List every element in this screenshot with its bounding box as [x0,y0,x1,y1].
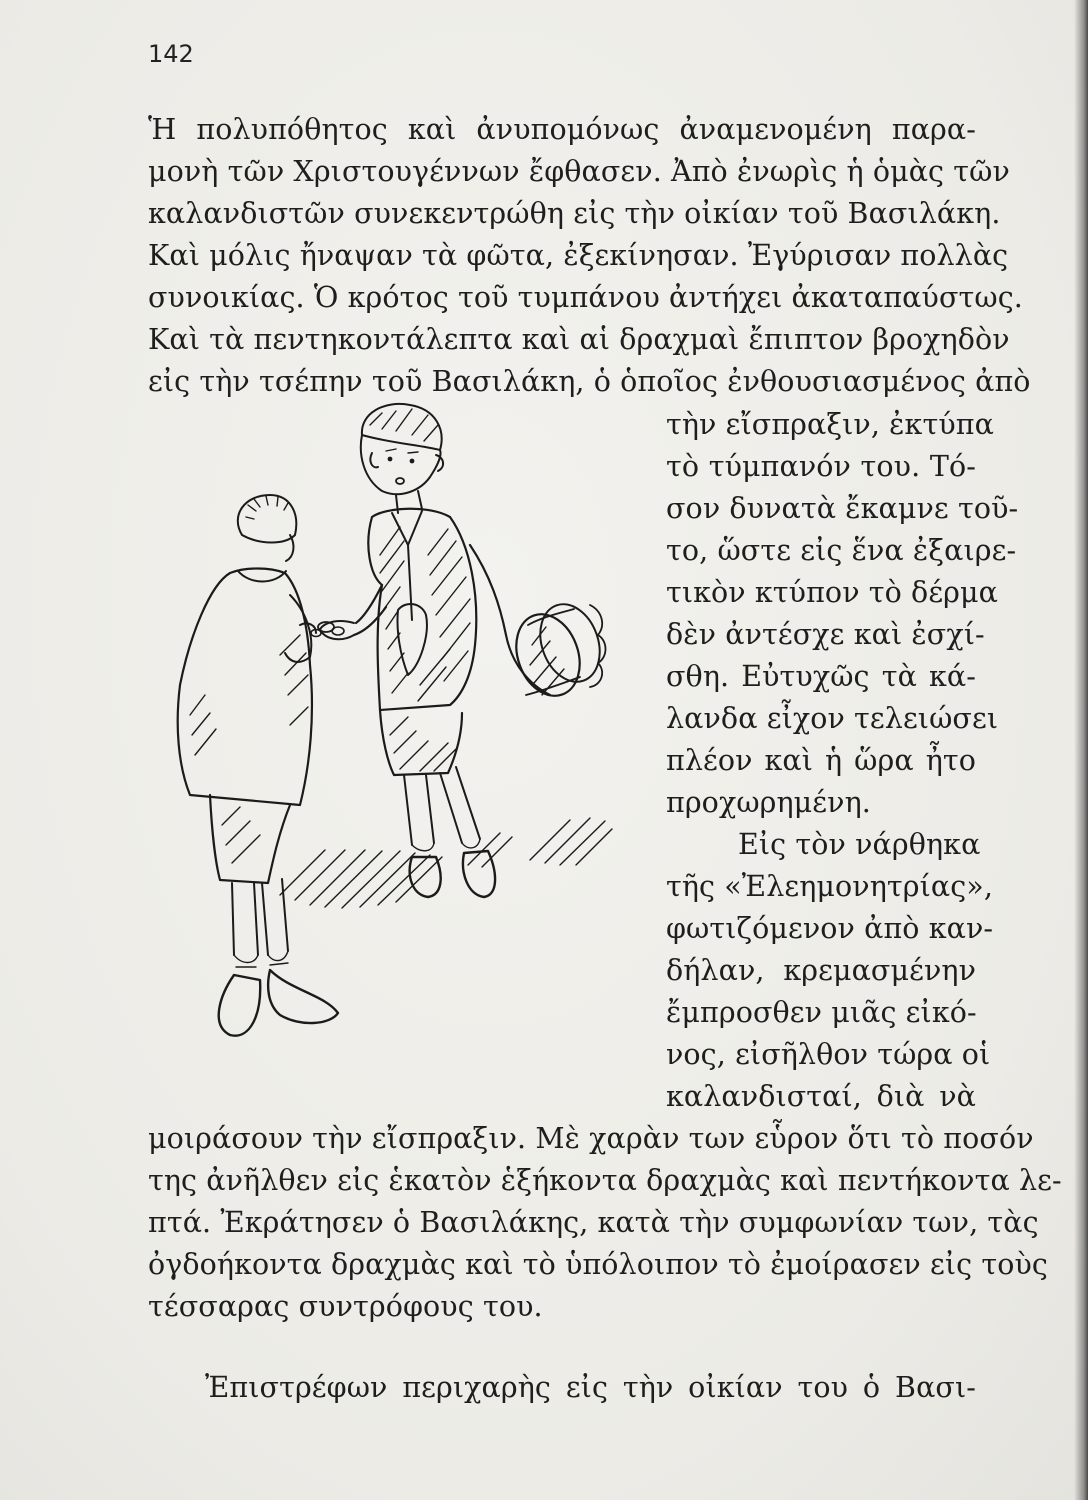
text-line-24: καλανδισταί, διὰ νὰ [666,1080,976,1113]
text-line-29: τέσσαρας συντρόφους του. [148,1290,543,1323]
text-line-17: προχωρημένη. [666,786,871,819]
text-line-28: ὀγδοήκοντα δραχμὰς καὶ τὸ ὑπόλοιπον τὸ ἐμοίρασεν εἰς τοὺς [148,1248,1048,1281]
text-line-20: φωτιζόμενον ἀπὸ καν- [666,912,994,945]
illustration-two-boys [150,395,650,1075]
text-line-11: το, ὥστε εἰς ἕνα ἐξαιρε- [666,534,1017,567]
text-line-6: Καὶ τὰ πεντηκοντάλεπτα καὶ αἱ δραχμαὶ ἔπιπτον βροχηδὸν [148,323,1010,356]
text-line-7: εἰς τὴν τσέπην τοῦ Βασιλάκη, ὁ ὁποῖος ἐνθουσιασμένος ἀπὸ [148,365,1031,398]
text-line-19: τῆς «Ἐλεημονητρίας», [666,870,993,903]
boy-left [178,495,338,1036]
text-line-22: ἔμπροσθεν μιᾶς εἰκό- [666,996,977,1029]
ground-shadow-hatching [280,818,612,908]
boy-right [311,404,610,897]
text-line-14: σθη. Εὐτυχῶς τὰ κά- [666,660,976,693]
text-line-4: Καὶ μόλις ἤναψαν τὰ φῶτα, ἐξεκίνησαν. Ἐγύρισαν πολλὰς [148,239,1009,272]
text-line-21: δήλαν, κρεμασμένην [666,954,976,987]
text-line-5: συνοικίας. Ὁ κρότος τοῦ τυμπάνου ἀντήχει ἀκαταπαύστως. [148,281,1023,314]
book-spine-shadow [1074,0,1088,1500]
text-line-26: της ἀνῆλθεν εἰς ἑκατὸν ἑξήκοντα δραχμὰς καὶ πεντήκοντα λε- [148,1164,1062,1197]
text-line-15: λανδα εἶχον τελειώσει [666,702,999,735]
text-line-23: νος, εἰσῆλθον τώρα οἱ [666,1038,991,1071]
text-line-9: τὸ τύμπανόν του. Τό- [666,450,976,483]
text-line-13: δὲν ἀντέσχε καὶ ἐσχί- [666,618,985,651]
text-line-18: Εἰς τὸν νάρθηκα [738,828,981,861]
text-line-10: σον δυνατὰ ἔκαμνε τοῦ- [666,492,1019,525]
text-line-12: τικὸν κτύπον τὸ δέρμα [666,576,999,609]
text-line-27: πτά. Ἐκράτησεν ὁ Βασιλάκης, κατὰ τὴν συμφωνίαν των, τὰς [148,1206,1039,1239]
text-line-8: τὴν εἴσπραξιν, ἐκτύπα [666,408,994,441]
text-line-2: μονὴ τῶν Χριστουγέννων ἔφθασεν. Ἀπὸ ἐνωρὶς ἡ ὁμὰς τῶν [148,155,1010,188]
text-line-16: πλέον καὶ ἡ ὥρα ἦτο [666,744,976,777]
text-line-25: μοιράσουν τὴν εἴσπραξιν. Μὲ χαρὰν των εὗρον ὅτι τὸ ποσόν [148,1122,1034,1155]
page-number: 142 [148,40,194,68]
text-line-1: Ἡ πολυπόθητος καὶ ἀνυπομόνως ἀναμενομένη παρα- [148,113,976,146]
drum [505,596,610,705]
text-line-30: Ἐπιστρέφων περιχαρὴς εἰς τὴν οἰκίαν του ὁ Βασι- [205,1371,976,1404]
text-line-3: καλανδιστῶν συνεκεντρώθη εἰς τὴν οἰκίαν τοῦ Βασιλάκη. [148,197,1001,230]
